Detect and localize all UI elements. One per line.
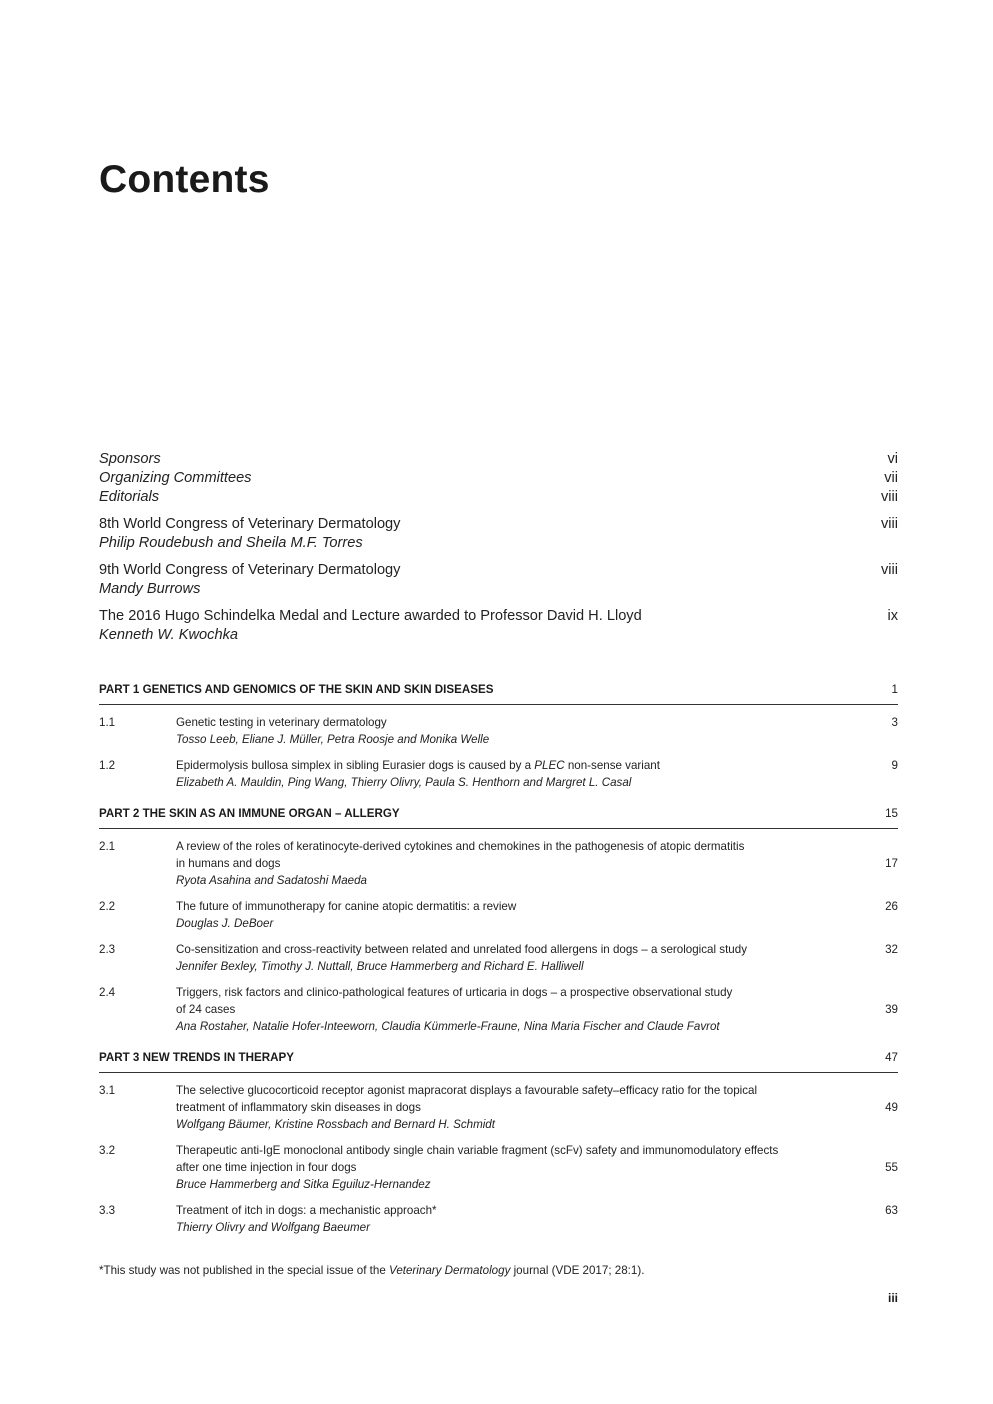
article-number: 3.2 (99, 1144, 116, 1157)
toc-entry[interactable] (99, 469, 898, 488)
article-authors: Ana Rostaher, Natalie Hofer-Inteeworn, Claudia Kümmerle-Fraune, Nina Maria Fischer and Claude Favrot (176, 1020, 720, 1033)
editorial-entry[interactable] (99, 561, 898, 599)
article-authors: Douglas J. DeBoer (176, 917, 274, 930)
part-page: 15 (885, 807, 898, 820)
toc-entry-page: viii (880, 489, 898, 505)
article-entry[interactable] (99, 1202, 898, 1236)
editorial-title: 8th World Congress of Veterinary Dermatology (99, 516, 401, 532)
toc-entry-title: Sponsors (99, 451, 161, 467)
article-page: 17 (885, 857, 898, 870)
toc-entry-page: vi (887, 451, 898, 467)
toc-entry-page: vii (884, 470, 898, 486)
article-entry[interactable] (99, 898, 898, 932)
article-title: The future of immunotherapy for canine atopic dermatitis: a review (176, 900, 517, 913)
part-1 (99, 683, 898, 791)
article-number: 3.1 (99, 1084, 116, 1097)
article-number: 2.1 (99, 840, 116, 853)
article-page: 32 (885, 943, 898, 956)
page-number: iii (887, 1291, 898, 1305)
front-matter-list (99, 450, 898, 507)
article-authors: Jennifer Bexley, Timothy J. Nuttall, Bruce Hammerberg and Richard E. Halliwell (176, 960, 584, 973)
editorial-page: viii (880, 562, 898, 578)
article-title: Treatment of itch in dogs: a mechanistic approach* (176, 1204, 437, 1217)
article-authors: Wolfgang Bäumer, Kristine Rossbach and Bernard H. Schmidt (176, 1118, 495, 1131)
part-title: PART 3 NEW TRENDS IN THERAPY (99, 1051, 294, 1064)
editorial-entry[interactable] (99, 515, 898, 553)
part-heading[interactable] (99, 683, 898, 705)
article-entry[interactable] (99, 941, 898, 975)
article-entry[interactable] (99, 714, 898, 748)
article-entry[interactable] (99, 1142, 898, 1193)
article-authors: Elizabeth A. Mauldin, Ping Wang, Thierry Olivry, Paula S. Henthorn and Margret L. Casal (176, 776, 632, 789)
article-page: 9 (891, 759, 898, 772)
editorial-authors: Kenneth W. Kwochka (99, 627, 238, 643)
article-entry[interactable] (99, 984, 898, 1035)
article-number: 3.3 (99, 1204, 116, 1217)
toc-entry-title: Organizing Committees (99, 470, 252, 486)
front-matter (99, 450, 898, 653)
article-title-line: The selective glucocorticoid receptor agonist mapracorat displays a favourable safety–efficacy ratio for the topical (176, 1084, 758, 1097)
article-title-line: in humans and dogs (176, 857, 281, 870)
article-title: Co-sensitization and cross-reactivity between related and unrelated food allergens in dogs – a serological study (176, 943, 747, 956)
article-title-line: Triggers, risk factors and clinico-pathological features of urticaria in dogs – a prospective observational study (176, 986, 733, 999)
toc-entry-title: Editorials (99, 489, 160, 505)
article-authors: Thierry Olivry and Wolfgang Baeumer (176, 1221, 370, 1234)
article-authors: Ryota Asahina and Sadatoshi Maeda (176, 874, 367, 887)
article-number: 1.1 (99, 716, 116, 729)
article-page: 39 (885, 1003, 898, 1016)
article-number: 2.2 (99, 900, 116, 913)
part-page: 47 (885, 1051, 898, 1064)
article-title: Genetic testing in veterinary dermatology (176, 716, 387, 729)
article-number: 2.3 (99, 943, 116, 956)
article-number: 1.2 (99, 759, 116, 772)
footnote: *This study was not published in the special issue of the Veterinary Dermatology journal (VDE 2017; 28:1). (99, 1264, 645, 1277)
toc-entry[interactable] (99, 450, 898, 469)
part-title: PART 1 GENETICS AND GENOMICS OF THE SKIN AND SKIN DISEASES (99, 683, 494, 696)
editorial-entry[interactable] (99, 607, 898, 645)
article-entry[interactable] (99, 1082, 898, 1133)
editorial-title: The 2016 Hugo Schindelka Medal and Lecture awarded to Professor David H. Lloyd (99, 608, 642, 624)
article-entry[interactable] (99, 838, 898, 889)
article-page: 3 (891, 716, 898, 729)
part-heading[interactable] (99, 807, 898, 829)
article-authors: Bruce Hammerberg and Sitka Eguiluz-Hernandez (176, 1178, 431, 1191)
article-title-line: A review of the roles of keratinocyte-derived cytokines and chemokines in the pathogenesis of atopic dermatitis (176, 840, 745, 853)
article-entry[interactable] (99, 757, 898, 791)
editorial-authors: Philip Roudebush and Sheila M.F. Torres (99, 535, 363, 551)
toc-entry[interactable] (99, 488, 898, 507)
page-title: Contents (99, 158, 270, 201)
part-2 (99, 807, 898, 1035)
editorial-page: ix (887, 608, 898, 624)
editorial-authors: Mandy Burrows (99, 581, 201, 597)
part-3 (99, 1051, 898, 1236)
article-title-line: after one time injection in four dogs (176, 1161, 357, 1174)
editorial-title: 9th World Congress of Veterinary Dermatology (99, 562, 401, 578)
article-number: 2.4 (99, 986, 116, 999)
editorial-page: viii (880, 516, 898, 532)
part-heading[interactable] (99, 1051, 898, 1073)
article-authors: Tosso Leeb, Eliane J. Müller, Petra Roosje and Monika Welle (176, 733, 490, 746)
article-title-line: Therapeutic anti-IgE monoclonal antibody single chain variable fragment (scFv) safety and immunomodulatory effects (176, 1144, 779, 1157)
article-title-line: of 24 cases (176, 1003, 236, 1016)
part-title: PART 2 THE SKIN AS AN IMMUNE ORGAN – ALLERGY (99, 807, 400, 820)
article-page: 55 (885, 1161, 898, 1174)
article-title-line: treatment of inflammatory skin diseases in dogs (176, 1101, 421, 1114)
article-title: Epidermolysis bullosa simplex in sibling Eurasier dogs is caused by a PLEC non-sense variant (176, 759, 660, 772)
article-page: 26 (885, 900, 898, 913)
part-page: 1 (891, 683, 898, 696)
article-page: 63 (885, 1204, 898, 1217)
article-page: 49 (885, 1101, 898, 1114)
